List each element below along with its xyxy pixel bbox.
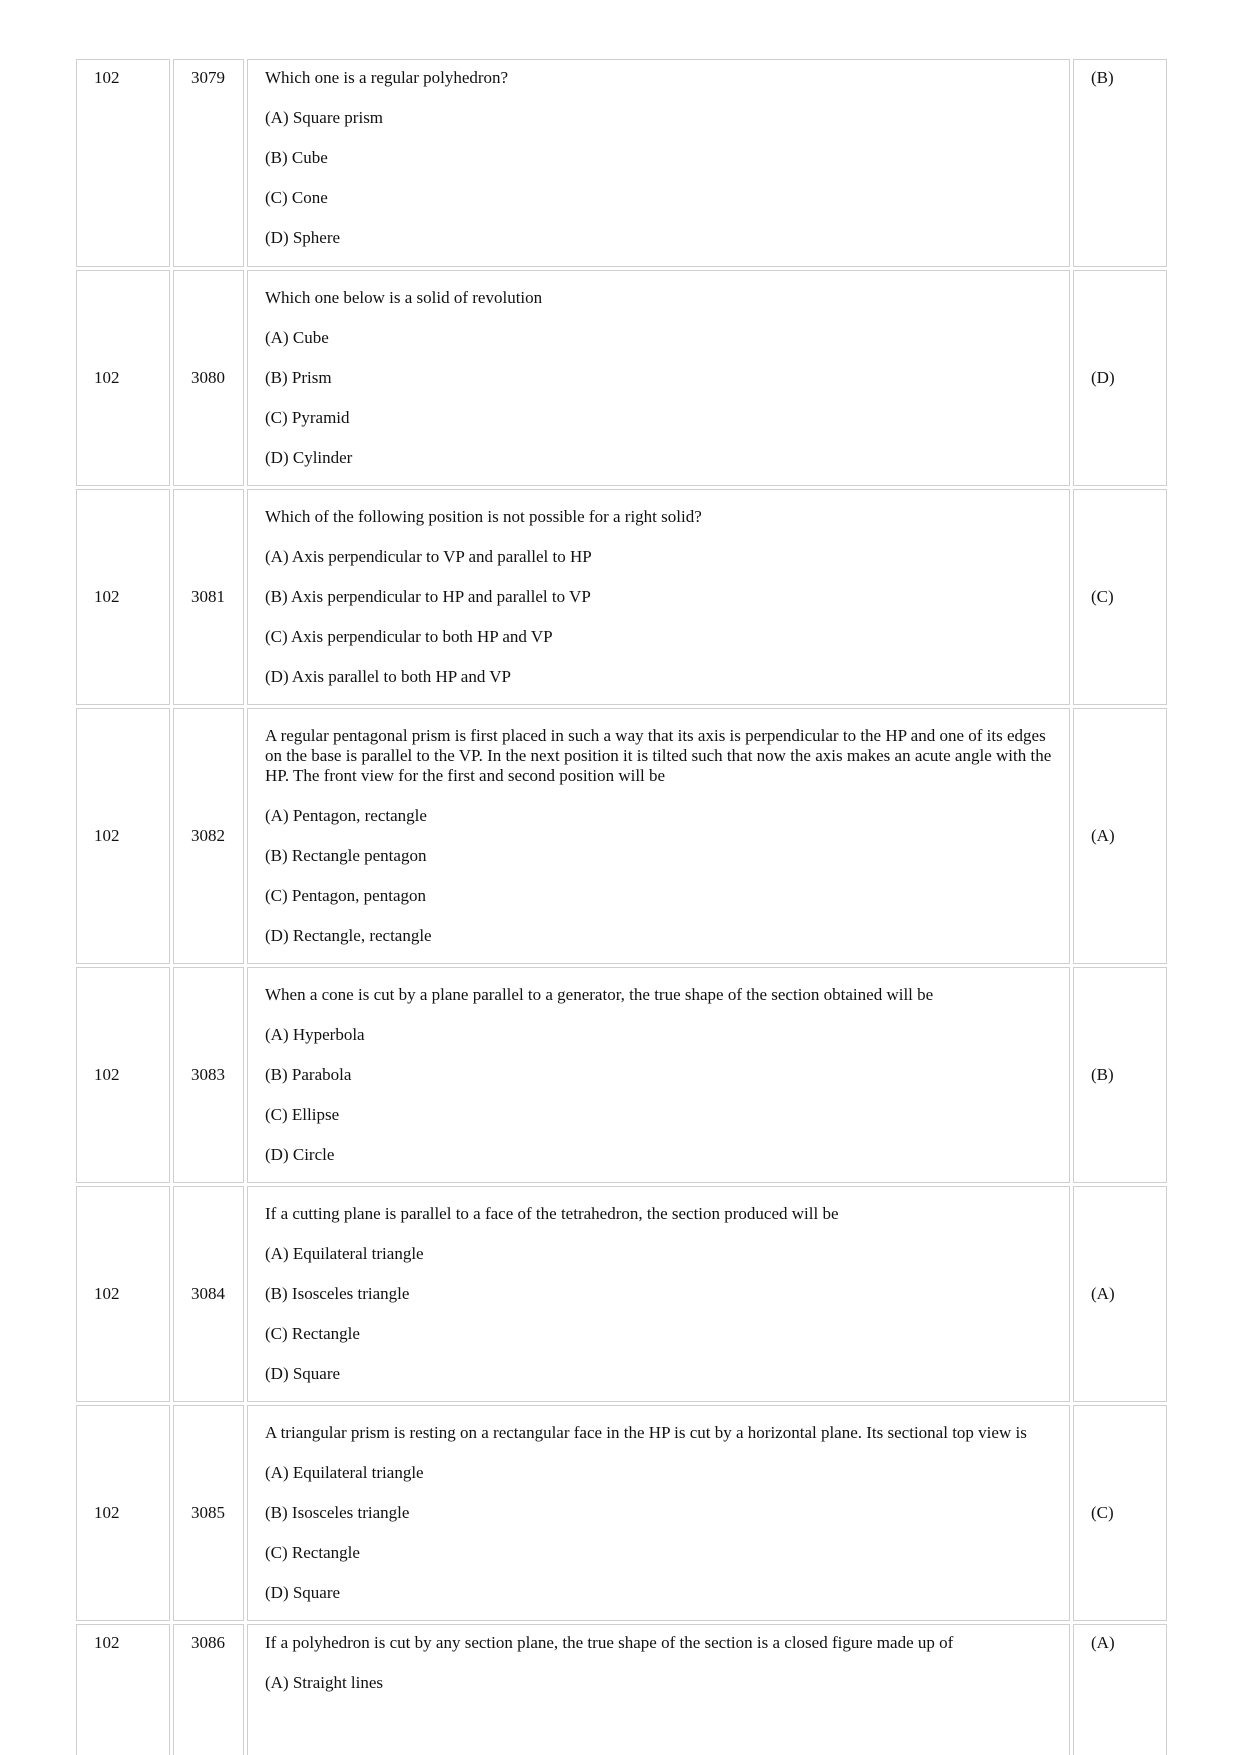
subject-code-cell: 102 [76,1186,170,1402]
question-row [76,270,1167,486]
correct-answer-cell: (B) [1073,59,1167,267]
question-text: A regular pentagonal prism is first placed in such a way that its axis is perpendicular to the HP and one of its edges on the base is parallel to the VP. In the next position it is tilted such that now the axis makes an acute angle with the HP. The front view for the first and second position will be [265,726,1052,785]
question-cell [247,967,1070,1183]
answer-option: (D) Circle [265,1145,335,1164]
question-row [76,1624,1167,1755]
question-cell [247,270,1070,486]
subject-code-cell: 102 [76,708,170,964]
question-number-cell: 3082 [173,708,244,964]
answer-option: (A) Hyperbola [265,1025,365,1044]
answer-option: (B) Cube [265,148,328,167]
question-text: A triangular prism is resting on a rectangular face in the HP is cut by a horizontal plane. Its sectional top view is [265,1423,1027,1442]
question-row [76,1405,1167,1621]
correct-answer-cell: (D) [1073,270,1167,486]
question-number-cell: 3081 [173,489,244,705]
question-row [76,1186,1167,1402]
question-table-body [76,59,1167,1755]
answer-option: (A) Equilateral triangle [265,1244,424,1263]
answer-option: (B) Parabola [265,1065,352,1084]
question-cell [247,1186,1070,1402]
question-number-cell: 3080 [173,270,244,486]
question-row [76,59,1167,267]
answer-option: (C) Ellipse [265,1105,340,1124]
answer-option: (D) Sphere [265,228,341,247]
answer-option: (C) Pyramid [265,408,350,427]
question-cell [247,489,1070,705]
answer-option: (A) Equilateral triangle [265,1463,424,1482]
question-row [76,708,1167,964]
answer-option: (A) Square prism [265,108,384,127]
question-sheet [73,59,1170,1755]
answer-option: (D) Rectangle, rectangle [265,926,432,945]
correct-answer-cell: (A) [1073,1186,1167,1402]
answer-option: (A) Pentagon, rectangle [265,806,427,825]
question-cell [247,708,1070,964]
correct-answer-cell: (A) [1073,1624,1167,1755]
answer-option: (C) Rectangle [265,1543,360,1562]
answer-option: (C) Pentagon, pentagon [265,886,426,905]
subject-code-cell: 102 [76,270,170,486]
subject-code-cell: 102 [76,967,170,1183]
question-text: If a polyhedron is cut by any section plane, the true shape of the section is a closed figure made up of [265,1633,954,1652]
answer-option: (B) Isosceles triangle [265,1284,410,1303]
question-text: Which one is a regular polyhedron? [265,68,509,87]
answer-option: (A) Axis perpendicular to VP and parallel to HP [265,547,592,566]
answer-option: (A) Straight lines [265,1673,384,1692]
question-text: Which one below is a solid of revolution [265,288,543,307]
answer-option: (D) Axis parallel to both HP and VP [265,667,512,686]
question-cell [247,59,1070,267]
question-cell [247,1624,1070,1755]
answer-option: (C) Rectangle [265,1324,360,1343]
question-text: If a cutting plane is parallel to a face of the tetrahedron, the section produced will be [265,1204,839,1223]
correct-answer-cell: (A) [1073,708,1167,964]
subject-code-cell: 102 [76,1405,170,1621]
subject-code-cell: 102 [76,59,170,267]
question-text: Which of the following position is not possible for a right solid? [265,507,702,526]
question-row [76,489,1167,705]
answer-option: (D) Cylinder [265,448,353,467]
answer-option: (D) Square [265,1583,341,1602]
answer-option: (C) Axis perpendicular to both HP and VP [265,627,553,646]
answer-option: (B) Rectangle pentagon [265,846,427,865]
answer-option: (A) Cube [265,328,329,347]
subject-code-cell: 102 [76,489,170,705]
correct-answer-cell: (C) [1073,489,1167,705]
question-number-cell: 3085 [173,1405,244,1621]
correct-answer-cell: (B) [1073,967,1167,1183]
correct-answer-cell: (C) [1073,1405,1167,1621]
answer-option: (B) Axis perpendicular to HP and parallel to VP [265,587,591,606]
answer-option: (B) Isosceles triangle [265,1503,410,1522]
question-cell [247,1405,1070,1621]
question-text: When a cone is cut by a plane parallel to a generator, the true shape of the section obtained will be [265,985,934,1004]
subject-code-cell: 102 [76,1624,170,1755]
answer-option: (B) Prism [265,368,332,387]
question-number-cell: 3084 [173,1186,244,1402]
answer-option: (D) Square [265,1364,341,1383]
question-row [76,967,1167,1183]
question-number-cell: 3083 [173,967,244,1183]
question-number-cell: 3079 [173,59,244,267]
question-table [73,59,1170,1755]
question-number-cell: 3086 [173,1624,244,1755]
answer-option: (C) Cone [265,188,328,207]
